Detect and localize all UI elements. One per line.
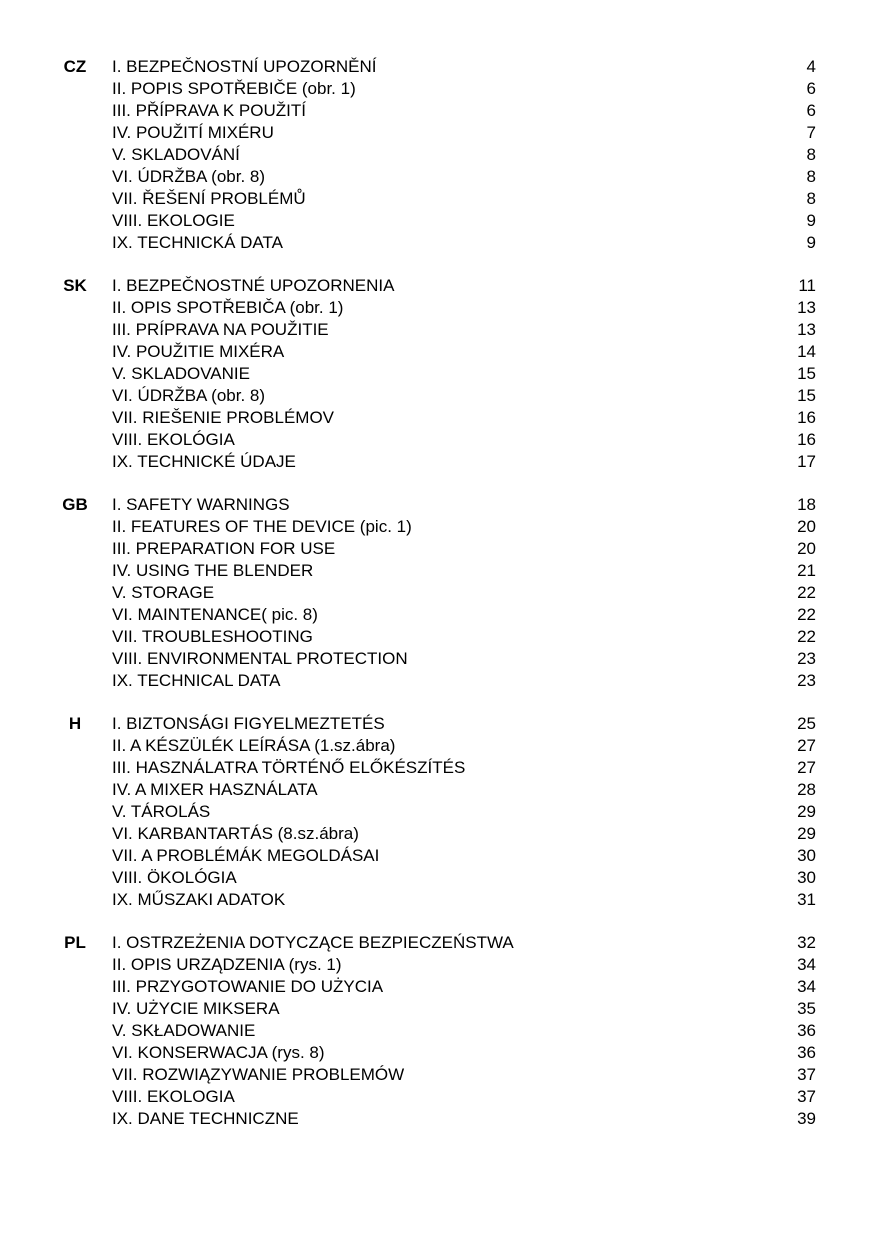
entry-page: 36 (797, 1021, 816, 1040)
entry-title: VIII. EKOLÓGIA (112, 430, 235, 449)
entry-page: 13 (797, 320, 816, 339)
toc-entry[interactable] (112, 78, 820, 100)
entry-title: IX. MŰSZAKI ADATOK (112, 890, 286, 909)
entry-title: IX. DANE TECHNICZNE (112, 1109, 299, 1128)
entry-title: VI. MAINTENANCE( pic. 8) (112, 605, 318, 624)
entry-page: 35 (797, 999, 816, 1018)
entry-title: VIII. EKOLOGIA (112, 1087, 235, 1106)
toc-entry[interactable] (112, 1020, 820, 1042)
entry-title: II. POPIS SPOTŘEBIČE (obr. 1) (112, 79, 356, 98)
toc-entry[interactable] (112, 188, 820, 210)
entry-page: 22 (797, 583, 816, 602)
entry-page: 15 (797, 386, 816, 405)
entry-page: 37 (797, 1087, 816, 1106)
toc-entry[interactable] (112, 801, 820, 823)
entry-title: IV. POUŽITIE MIXÉRA (112, 342, 285, 361)
entry-title: III. PREPARATION FOR USE (112, 539, 336, 558)
entry-page: 6 (806, 79, 816, 98)
entry-title: VIII. ÖKOLÓGIA (112, 868, 237, 887)
entry-page: 31 (797, 890, 816, 909)
entry-page: 29 (797, 802, 816, 821)
entry-title: IX. TECHNICKÁ DATA (112, 233, 283, 252)
entry-page: 25 (797, 714, 816, 733)
entry-title: V. TÁROLÁS (112, 802, 211, 821)
toc-entry[interactable] (112, 297, 820, 319)
entry-title: V. SKLADOVANIE (112, 364, 250, 383)
entry-page: 23 (797, 671, 816, 690)
toc-entry[interactable] (112, 582, 820, 604)
entry-page: 9 (806, 211, 816, 230)
toc-entry[interactable] (112, 954, 820, 976)
toc-entry[interactable] (112, 56, 820, 78)
toc-entry[interactable] (112, 604, 820, 626)
toc-section-sk (60, 275, 820, 473)
entry-title: I. BEZPEČNOSTNÉ UPOZORNENIA (112, 276, 395, 295)
toc-entry[interactable] (112, 889, 820, 911)
toc-entry[interactable] (112, 122, 820, 144)
entry-page: 22 (797, 605, 816, 624)
toc-entry[interactable] (112, 757, 820, 779)
entry-page: 8 (806, 189, 816, 208)
entry-page: 7 (806, 123, 816, 142)
toc-entry[interactable] (112, 451, 820, 473)
entry-title: IX. TECHNICAL DATA (112, 671, 281, 690)
toc-entry[interactable] (112, 976, 820, 998)
entry-page: 29 (797, 824, 816, 843)
toc-entry[interactable] (112, 341, 820, 363)
entry-title: V. SKŁADOWANIE (112, 1021, 256, 1040)
entry-title: I. BEZPEČNOSTNÍ UPOZORNĚNÍ (112, 57, 377, 76)
entry-page: 23 (797, 649, 816, 668)
toc-entry[interactable] (112, 1108, 820, 1130)
entry-title: II. OPIS URZĄDZENIA (rys. 1) (112, 955, 342, 974)
entry-page: 16 (797, 408, 816, 427)
entry-title: IV. A MIXER HASZNÁLATA (112, 780, 318, 799)
entry-page: 36 (797, 1043, 816, 1062)
entry-page: 4 (806, 57, 816, 76)
entry-page: 21 (797, 561, 816, 580)
toc-entry[interactable] (112, 275, 820, 297)
toc-entries (112, 713, 820, 911)
entry-page: 16 (797, 430, 816, 449)
entry-title: III. PRÍPRAVA NA POUŽITIE (112, 320, 329, 339)
toc-entry[interactable] (112, 210, 820, 232)
language-code: PL (64, 933, 86, 952)
toc-entries (112, 275, 820, 473)
entry-page: 37 (797, 1065, 816, 1084)
entry-page: 20 (797, 517, 816, 536)
entry-title: I. SAFETY WARNINGS (112, 495, 290, 514)
toc-entries (112, 932, 820, 1130)
entry-page: 6 (806, 101, 816, 120)
toc-entry[interactable] (112, 823, 820, 845)
toc-entry[interactable] (112, 670, 820, 692)
entry-page: 39 (797, 1109, 816, 1128)
toc-section-pl (60, 932, 820, 1130)
toc-entry[interactable] (112, 166, 820, 188)
entry-page: 27 (797, 736, 816, 755)
toc-entry[interactable] (112, 494, 820, 516)
toc-entry[interactable] (112, 144, 820, 166)
entry-page: 27 (797, 758, 816, 777)
toc-entry[interactable] (112, 1086, 820, 1108)
toc-entry[interactable] (112, 735, 820, 757)
entry-title: VI. KARBANTARTÁS (8.sz.ábra) (112, 824, 359, 843)
toc-entry[interactable] (112, 560, 820, 582)
entry-page: 15 (797, 364, 816, 383)
toc-entry[interactable] (112, 319, 820, 341)
table-of-contents (60, 56, 820, 1151)
entry-title: III. HASZNÁLATRA TÖRTÉNŐ ELŐKÉSZÍTÉS (112, 758, 466, 777)
entry-title: II. OPIS SPOTŘEBIČA (obr. 1) (112, 298, 344, 317)
toc-section-cz (60, 56, 820, 254)
language-code: H (68, 714, 82, 733)
entry-title: VII. TROUBLESHOOTING (112, 627, 313, 646)
toc-entry[interactable] (112, 232, 820, 254)
toc-entry[interactable] (112, 429, 820, 451)
toc-entry[interactable] (112, 867, 820, 889)
entry-page: 8 (806, 145, 816, 164)
language-code: GB (62, 495, 88, 514)
toc-entries (112, 56, 820, 254)
toc-entry[interactable] (112, 100, 820, 122)
entry-page: 13 (797, 298, 816, 317)
toc-entries (112, 494, 820, 692)
entry-page: 32 (797, 933, 816, 952)
toc-section-h (60, 713, 820, 911)
entry-page: 30 (797, 846, 816, 865)
entry-title: I. OSTRZEŻENIA DOTYCZĄCE BEZPIECZEŃSTWA (112, 933, 514, 952)
entry-title: VI. ÚDRŽBA (obr. 8) (112, 167, 266, 186)
entry-title: V. STORAGE (112, 583, 215, 602)
language-code: CZ (63, 57, 87, 76)
toc-entry[interactable] (112, 1042, 820, 1064)
entry-page: 17 (797, 452, 816, 471)
entry-page: 28 (797, 780, 816, 799)
entry-page: 30 (797, 868, 816, 887)
entry-title: V. SKLADOVÁNÍ (112, 145, 240, 164)
entry-title: IV. POUŽITÍ MIXÉRU (112, 123, 274, 142)
entry-page: 20 (797, 539, 816, 558)
entry-page: 11 (798, 276, 816, 295)
entry-title: III. PŘÍPRAVA K POUŽITÍ (112, 101, 306, 120)
toc-entry[interactable] (112, 626, 820, 648)
toc-entry[interactable] (112, 845, 820, 867)
entry-page: 34 (797, 955, 816, 974)
entry-title: VIII. ENVIRONMENTAL PROTECTION (112, 649, 408, 668)
entry-title: VII. RIEŠENIE PROBLÉMOV (112, 408, 335, 427)
toc-entry[interactable] (112, 779, 820, 801)
entry-title: III. PRZYGOTOWANIE DO UŻYCIA (112, 977, 384, 996)
entry-title: VIII. EKOLOGIE (112, 211, 235, 230)
entry-title: VII. ROZWIĄZYWANIE PROBLEMÓW (112, 1065, 405, 1084)
entry-title: VII. ŘEŠENÍ PROBLÉMŮ (112, 189, 306, 208)
entry-title: VII. A PROBLÉMÁK MEGOLDÁSAI (112, 846, 380, 865)
toc-entry[interactable] (112, 648, 820, 670)
entry-page: 22 (797, 627, 816, 646)
entry-title: VI. KONSERWACJA (rys. 8) (112, 1043, 325, 1062)
entry-page: 34 (797, 977, 816, 996)
entry-title: II. A KÉSZÜLÉK LEÍRÁSA (1.sz.ábra) (112, 736, 396, 755)
language-code: SK (63, 276, 87, 295)
entry-title: IV. USING THE BLENDER (112, 561, 314, 580)
toc-entry[interactable] (112, 385, 820, 407)
entry-page: 14 (797, 342, 816, 361)
entry-page: 18 (797, 495, 816, 514)
toc-entry[interactable] (112, 1064, 820, 1086)
toc-entry[interactable] (112, 407, 820, 429)
toc-entry[interactable] (112, 713, 820, 735)
entry-page: 9 (806, 233, 816, 252)
entry-page: 8 (806, 167, 816, 186)
entry-title: IV. UŻYCIE MIKSERA (112, 999, 280, 1018)
toc-entry[interactable] (112, 998, 820, 1020)
entry-title: II. FEATURES OF THE DEVICE (pic. 1) (112, 517, 412, 536)
entry-title: VI. ÚDRŽBA (obr. 8) (112, 386, 266, 405)
toc-section-gb (60, 494, 820, 692)
entry-title: IX. TECHNICKÉ ÚDAJE (112, 452, 296, 471)
entry-title: I. BIZTONSÁGI FIGYELMEZTETÉS (112, 714, 385, 733)
toc-entry[interactable] (112, 363, 820, 385)
toc-entry[interactable] (112, 538, 820, 560)
toc-entry[interactable] (112, 516, 820, 538)
toc-entry[interactable] (112, 932, 820, 954)
